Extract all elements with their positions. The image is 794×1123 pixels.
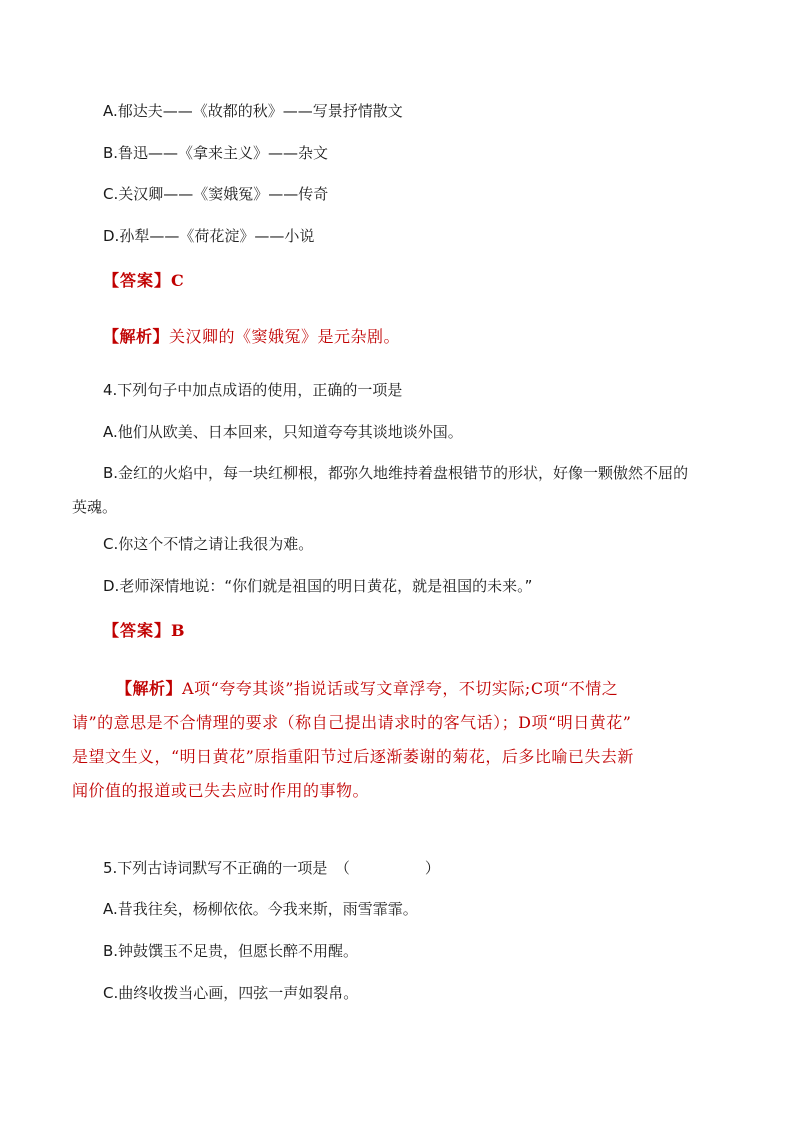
q4-analysis-text1: A项“夸夸其谈”指说话或写文章浮夸，不切实际;C项“不情之 [182, 679, 619, 698]
q4-option-c: C.你这个不情之请让我很为难。 [103, 535, 314, 553]
q4-option-a: A.他们从欧美、日本回来，只知道夸夸其谈地谈外国。 [103, 423, 463, 441]
q4-option-b-line2: 英魂。 [72, 498, 118, 516]
q4-option-b-line1: B.金红的火焰中，每一块红柳根，都弥久地维持着盘根错节的形状，好像一颗傲然不屈的 [103, 464, 689, 482]
q4-question: 4.下列句子中加点成语的使用，正确的一项是 [103, 381, 403, 399]
q3-option-d: D.孙犁——《荷花淀》——小说 [103, 227, 315, 245]
q4-option-d: D.老师深情地说：“你们就是祖国的明日黄花，就是祖国的未来。” [103, 577, 533, 595]
q4-answer: 【答案】B [103, 621, 186, 640]
q3-option-b: B.鲁迅——《拿来主义》——杂文 [103, 144, 329, 162]
q4-analysis-line1 [72, 672, 722, 706]
q3-option-a: A.郁达夫——《故都的秋》——写景抒情散文 [103, 102, 403, 120]
q5-option-c: C.曲终收拨当心画，四弦一声如裂帛。 [103, 984, 359, 1002]
q4-analysis-line3: 是望文生义，“明日黄花”原指重阳节过后逐渐萎谢的菊花，后多比喻已失去新 [72, 747, 634, 766]
q4-analysis [72, 672, 722, 808]
q5-option-a: A.昔我往矣，杨柳依依。今我来斯，雨雪霏霏。 [103, 900, 418, 918]
q3-answer: 【答案】C [103, 271, 185, 290]
q3-analysis-tag: 【解析】 [103, 327, 170, 346]
q4-analysis-line4: 闻价值的报道或已失去应时作用的事物。 [72, 781, 370, 800]
q4-analysis-line2: 请”的意思是不合情理的要求（称自己提出请求时的客气话）；D项“明日黄花” [72, 713, 632, 732]
q5-option-b: B.钟鼓馔玉不足贵，但愿长醉不用醒。 [103, 942, 359, 960]
q3-analysis [103, 326, 400, 348]
q3-option-c: C.关汉卿——《窦娥冤》——传奇 [103, 185, 329, 203]
q3-analysis-text: 关汉卿的《窦娥冤》是元杂剧。 [169, 327, 401, 346]
q4-option-b [72, 456, 722, 524]
q4-analysis-tag: 【解析】 [116, 679, 183, 698]
q5-question: 5.下列古诗词默写不正确的一项是 （ ） [103, 859, 440, 877]
